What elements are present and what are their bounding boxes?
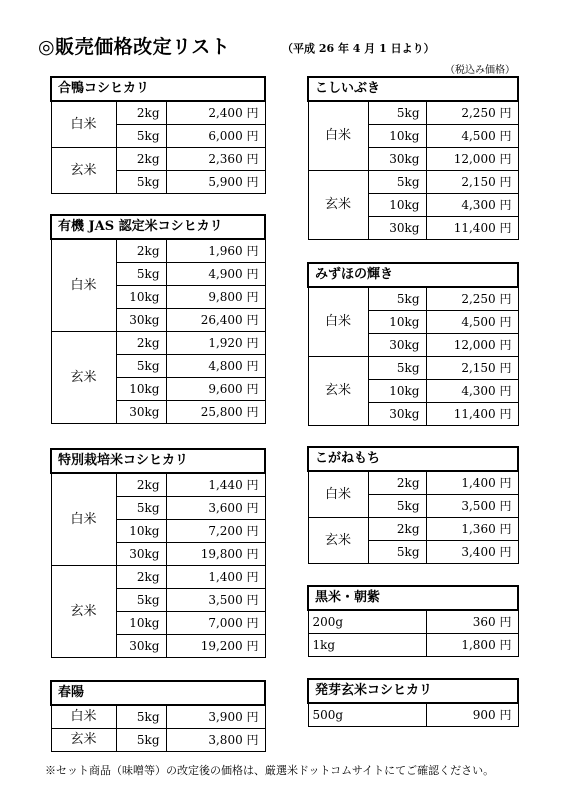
price-table-mizuho [307,262,519,426]
price-cell: 9,600 円 [166,378,265,401]
weight-cell: 10kg [368,194,426,217]
product-name: 発芽玄米コシヒカリ [308,679,518,703]
price-cell: 3,800 円 [166,729,265,752]
rice-type-label: 白米 [308,471,368,518]
weight-cell: 30kg [116,635,166,658]
weight-cell: 5kg [116,729,166,752]
price-cell: 3,500 円 [166,589,265,612]
table-row [51,148,265,171]
rice-type-label: 白米 [51,473,116,566]
price-cell: 2,400 円 [166,101,265,125]
price-cell: 25,800 円 [166,401,265,424]
table-row [308,357,518,380]
price-table-koganemochi [307,446,519,564]
table-row [51,729,265,752]
price-cell: 1,960 円 [166,239,265,263]
price-cell: 900 円 [426,703,518,727]
weight-cell: 2kg [116,332,166,355]
weight-cell: 2kg [116,473,166,497]
weight-cell: 10kg [116,612,166,635]
price-table-haruhi [50,680,266,752]
table-row [51,332,265,355]
weight-cell: 5kg [368,101,426,125]
weight-cell: 10kg [116,378,166,401]
weight-cell: 2kg [116,101,166,125]
price-cell: 3,900 円 [166,705,265,729]
rice-type-label: 玄米 [51,729,116,752]
table-row [51,101,265,125]
weight-cell: 10kg [116,286,166,309]
product-name: みずほの輝き [308,263,518,287]
price-cell: 4,800 円 [166,355,265,378]
price-cell: 12,000 円 [426,148,518,171]
weight-cell: 2kg [368,471,426,495]
price-cell: 1,920 円 [166,332,265,355]
price-cell: 4,300 円 [426,380,518,403]
weight-cell: 5kg [116,125,166,148]
tax-note: （税込み価格） [445,65,515,76]
price-table-jas [50,214,266,424]
price-cell: 3,500 円 [426,495,518,518]
weight-cell: 30kg [116,543,166,566]
weight-cell: 30kg [116,401,166,424]
product-name: こがねもち [308,447,518,471]
weight-cell: 30kg [368,403,426,426]
weight-cell: 5kg [116,497,166,520]
price-cell: 2,250 円 [426,287,518,311]
price-cell: 11,400 円 [426,403,518,426]
price-cell: 1,400 円 [426,471,518,495]
weight-cell: 5kg [368,495,426,518]
table-row [308,101,518,125]
table-row [308,518,518,541]
weight-cell: 500g [308,703,426,727]
footnote: ※セット商品（味噌等）の改定後の価格は、厳選米ドットコムサイトにてご確認ください。 [45,764,495,777]
table-row [308,634,518,657]
rice-type-label: 白米 [308,101,368,171]
price-cell: 1,800 円 [426,634,518,657]
rice-type-label: 玄米 [308,357,368,426]
weight-cell: 10kg [368,125,426,148]
rice-type-label: 白米 [51,239,116,332]
weight-cell: 5kg [116,263,166,286]
product-name: 特別栽培米コシヒカリ [51,449,265,473]
price-cell: 2,150 円 [426,357,518,380]
price-cell: 19,800 円 [166,543,265,566]
weight-cell: 10kg [116,520,166,543]
rice-type-label: 玄米 [308,518,368,564]
price-cell: 1,360 円 [426,518,518,541]
table-row [308,610,518,634]
weight-cell: 200g [308,610,426,634]
price-cell: 2,150 円 [426,171,518,194]
price-table-tokubetsu [50,448,266,658]
price-cell: 4,500 円 [426,125,518,148]
price-cell: 1,440 円 [166,473,265,497]
price-cell: 4,300 円 [426,194,518,217]
table-row [51,566,265,589]
price-cell: 12,000 円 [426,334,518,357]
weight-cell: 10kg [368,311,426,334]
price-cell: 7,000 円 [166,612,265,635]
price-table-koshiibuki [307,76,519,240]
price-cell: 3,600 円 [166,497,265,520]
product-name: 有機 JAS 認定米コシヒカリ [51,215,265,239]
price-cell: 360 円 [426,610,518,634]
price-cell: 9,800 円 [166,286,265,309]
price-cell: 2,360 円 [166,148,265,171]
weight-cell: 2kg [116,148,166,171]
table-row [51,705,265,729]
product-name: 黒米・朝紫 [308,586,518,610]
weight-cell: 30kg [368,217,426,240]
weight-cell: 5kg [368,287,426,311]
weight-cell: 5kg [116,589,166,612]
price-table-kuromai [307,585,519,657]
price-table-hatsuga [307,678,519,727]
rice-type-label: 白米 [51,705,116,729]
price-cell: 19,200 円 [166,635,265,658]
price-cell: 1,400 円 [166,566,265,589]
product-name: 春陽 [51,681,265,705]
weight-cell: 5kg [368,357,426,380]
rice-type-label: 玄米 [308,171,368,240]
weight-cell: 2kg [116,566,166,589]
price-cell: 3,400 円 [426,541,518,564]
rice-type-label: 白米 [51,101,116,148]
table-row [51,239,265,263]
price-cell: 5,900 円 [166,171,265,194]
weight-cell: 5kg [116,705,166,729]
table-row [51,473,265,497]
weight-cell: 5kg [116,171,166,194]
weight-cell: 30kg [368,334,426,357]
price-cell: 2,250 円 [426,101,518,125]
rice-type-label: 玄米 [51,332,116,424]
weight-cell: 2kg [368,518,426,541]
price-cell: 7,200 円 [166,520,265,543]
weight-cell: 2kg [116,239,166,263]
price-cell: 26,400 円 [166,309,265,332]
price-cell: 4,500 円 [426,311,518,334]
table-row [308,171,518,194]
price-table-aigamo [50,76,266,194]
rice-type-label: 玄米 [51,148,116,194]
table-row [308,703,518,727]
weight-cell: 10kg [368,380,426,403]
price-cell: 6,000 円 [166,125,265,148]
weight-cell: 1kg [308,634,426,657]
rice-type-label: 玄米 [51,566,116,658]
product-name: 合鴨コシヒカリ [51,77,265,101]
weight-cell: 5kg [368,171,426,194]
weight-cell: 30kg [116,309,166,332]
table-row [308,471,518,495]
effective-date: （平成 26 年 4 月 1 日より） [282,42,435,55]
price-cell: 4,900 円 [166,263,265,286]
weight-cell: 5kg [116,355,166,378]
product-name: こしいぶき [308,77,518,101]
price-cell: 11,400 円 [426,217,518,240]
page-title: ◎販売価格改定リスト [38,36,231,58]
weight-cell: 30kg [368,148,426,171]
rice-type-label: 白米 [308,287,368,357]
weight-cell: 5kg [368,541,426,564]
table-row [308,287,518,311]
